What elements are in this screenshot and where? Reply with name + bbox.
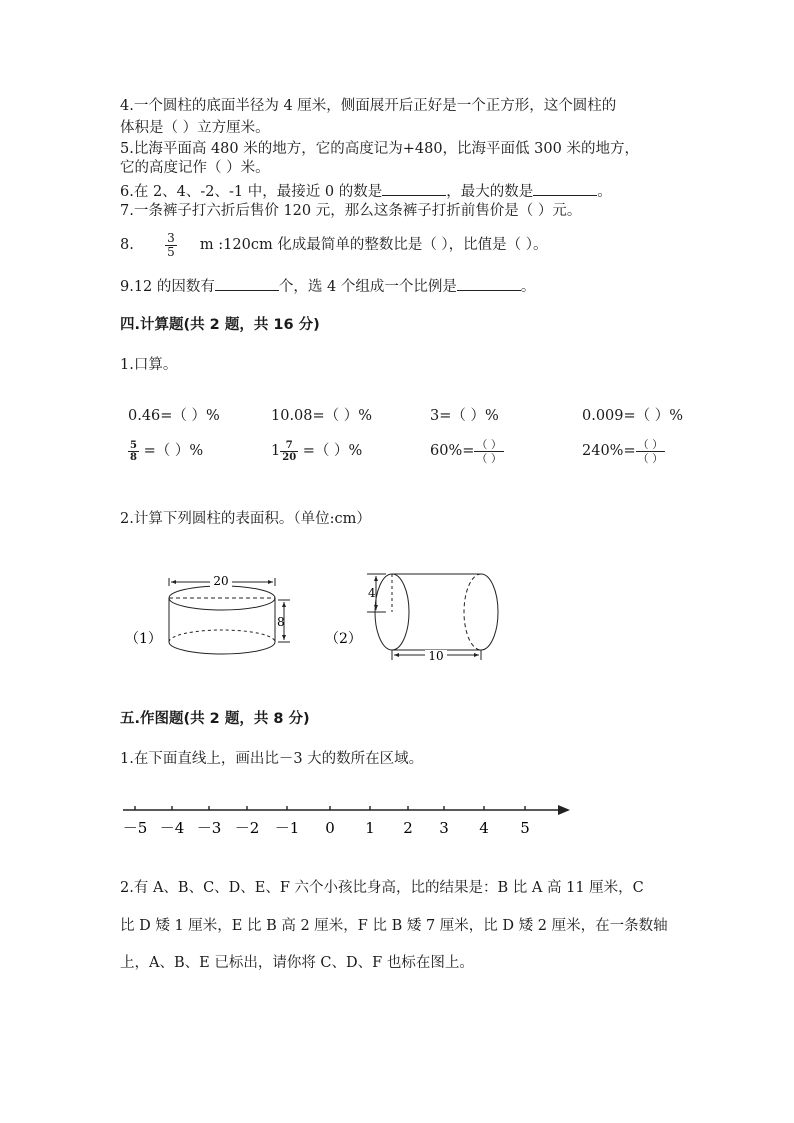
- oral-r1c3: 3=（ ）%: [430, 408, 499, 424]
- figure-2-length-label: 10: [428, 649, 444, 663]
- question-8-text: m :120cm 化成最简单的整数比是（ ），比值是（ ）。: [199, 237, 548, 253]
- figure-1-label: （1）: [125, 631, 162, 647]
- figure-2-radius-label: 4: [368, 586, 376, 600]
- section-5-q2-line1: 2.有 A、B、C、D、E、F 六个小孩比身高，比的结果是：B 比 A 高 11 厘米，C: [120, 880, 644, 896]
- section-5-q2-line2: 比 D 矮 1 厘米，E 比 B 高 2 厘米，F 比 B 矮 7 厘米，比 D 矮 2 厘米，在一条数轴: [120, 918, 668, 934]
- oral-r2c2: [271, 436, 362, 466]
- section-4-title: 四.计算题(共 2 题，共 16 分): [120, 317, 320, 333]
- section-4-q1-label: 1.口算。: [120, 357, 178, 373]
- section-5-q2-line3: 上，A、B、E 已标出，请你将 C、D、F 也标在图上。: [120, 955, 474, 971]
- oral-r1c4: 0.009=（ ）%: [582, 408, 684, 424]
- oral-r2c4-head: 240%=: [582, 443, 636, 459]
- question-6-text-b: ，最大的数是: [446, 184, 534, 200]
- question-4-line1: 4.一个圆柱的底面半径为 4 厘米，侧面展开后正好是一个正方形，这个圆柱的: [120, 98, 617, 114]
- answer-blank[interactable]: [533, 181, 597, 196]
- question-6: [120, 181, 612, 201]
- fraction-seven-twentieths: $\frac{7}{20}$: [282, 439, 297, 463]
- number-line-label: －1: [274, 819, 300, 837]
- oral-r2c1-tail: =（ ）%: [143, 443, 204, 459]
- question-8: [120, 228, 548, 262]
- number-line-label: －2: [234, 819, 260, 837]
- question-9-text-b: 个，选 4 个组成一个比例是: [278, 279, 457, 295]
- oral-r2c4: [582, 436, 665, 466]
- question-6-text-c: 。: [597, 184, 612, 200]
- question-9-text-a: 9.12 的因数有: [120, 279, 215, 295]
- question-5-line1: 5.比海平面高 480 米的地方，它的高度记为+480，比海平面低 300 米的地方，: [120, 141, 639, 157]
- number-line-label: 3: [439, 819, 449, 837]
- figure-1-height-label: 8: [277, 615, 285, 629]
- oral-r1c1: 0.46=（ ）%: [128, 408, 220, 424]
- cylinder-figures: [120, 560, 520, 670]
- number-line-label: 1: [365, 819, 375, 837]
- oral-r2c1: [128, 436, 203, 466]
- number-line-label: －5: [122, 819, 148, 837]
- question-9-text-c: 。: [520, 279, 536, 295]
- question-4-line2: 体积是（ ）立方厘米。: [120, 120, 270, 136]
- number-line-label: －3: [196, 819, 222, 837]
- question-8-number: 8.: [120, 237, 134, 253]
- section-5-q1-label: 1.在下面直线上，画出比－3 大的数所在区域。: [120, 751, 424, 767]
- answer-blank[interactable]: [382, 181, 446, 196]
- section-4-q2-label: 2.计算下列圆柱的表面积。（单位:cm）: [120, 511, 371, 527]
- question-7: 7.一条裤子打六折后售价 120 元，那么这条裤子打折前售价是（ ）元。: [120, 203, 582, 219]
- figure-1-width-label: 20: [213, 574, 229, 588]
- figure-2-label: （2）: [325, 631, 362, 647]
- cylinder-1: [169, 574, 290, 654]
- cylinder-2: [367, 574, 498, 663]
- question-6-text-a: 6.在 2、4、-2、-1 中，最接近 0 的数是: [120, 184, 383, 200]
- number-line-label: 4: [479, 819, 489, 837]
- oral-r1c2: 10.08=（ ）%: [271, 408, 373, 424]
- number-line-label: 2: [403, 819, 413, 837]
- number-line-label: 5: [520, 819, 530, 837]
- arrow-right-icon: [558, 805, 570, 815]
- oral-r2c3-head: 60%=: [430, 443, 475, 459]
- question-9: [120, 276, 535, 296]
- question-5-line2: 它的高度记作（ ）米。: [120, 160, 270, 176]
- answer-blank[interactable]: [457, 276, 521, 291]
- number-line[interactable]: [115, 795, 585, 845]
- answer-blank[interactable]: [215, 276, 279, 291]
- fraction-three-fifths: $\frac{3}{5}$: [167, 230, 175, 259]
- blank-fraction[interactable]: $\frac{( )}{( )}$: [476, 437, 502, 465]
- oral-r2c3: [430, 436, 504, 466]
- mixed-whole: 1: [271, 443, 281, 459]
- section-5-title: 五.作图题(共 2 题，共 8 分): [120, 711, 310, 727]
- oral-r2c2-tail: =（ ）%: [302, 443, 363, 459]
- blank-fraction[interactable]: $\frac{( )}{( )}$: [637, 437, 664, 465]
- number-line-label: －4: [159, 819, 185, 837]
- number-line-label: 0: [325, 819, 335, 837]
- fraction-five-eighths: $\frac{5}{8}$: [130, 439, 137, 463]
